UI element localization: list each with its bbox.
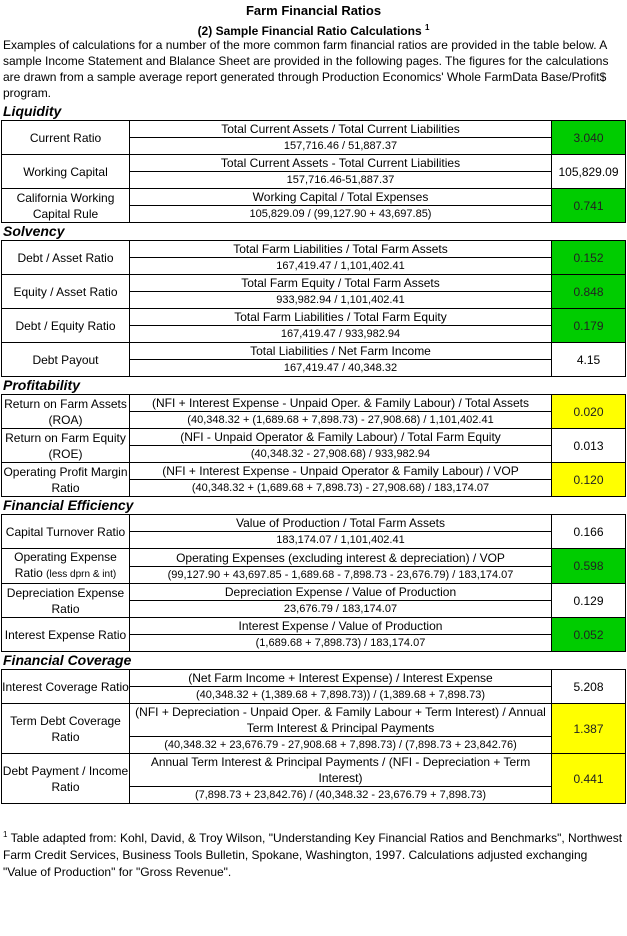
ratio-name — [2, 241, 130, 275]
formula-definition: Total Farm Liabilities / Total Farm Assets — [130, 241, 551, 258]
formula-calculation: 933,982.94 / 1,101,402.41 — [276, 294, 405, 306]
ratio-name-text: California Working Capital Rule — [16, 190, 115, 221]
ratio-value: 0.598 — [552, 549, 626, 584]
ratio-name-text: Operating Expense Ratio — [14, 550, 117, 580]
table-row — [2, 343, 626, 377]
subtitle-text: (2) Sample Financial Ratio Calculations — [197, 24, 422, 38]
ratio-name — [2, 309, 130, 343]
table-row — [2, 429, 626, 463]
table-row — [2, 121, 626, 155]
section-title-coverage: Financial Coverage — [3, 652, 132, 668]
ratio-name-text: Working Capital — [23, 164, 108, 179]
formula-definition: (Net Farm Income + Interest Expense) / Interest Expense — [130, 670, 551, 687]
formula-definition: Annual Term Interest & Principal Payments / (NFI - Depreciation + Term Interest) — [130, 754, 551, 787]
formula-calculation: (40,348.32 + (1,689.68 + 7,898.73) - 27,908.68) / 183,174.07 — [191, 482, 490, 494]
ratio-formula — [130, 241, 552, 275]
formula-definition: Value of Production / Total Farm Assets — [130, 515, 551, 532]
ratio-name — [2, 515, 130, 549]
ratio-name — [2, 584, 130, 618]
formula-calculation: (99,127.90 + 43,697.85 - 1,689.68 - 7,898.73 - 23,676.79) / 183,174.07 — [167, 568, 514, 581]
ratio-name-text: Return on Farm Assets (ROA) — [4, 396, 127, 427]
formula-calculation: 23,676.79 / 183,174.07 — [283, 603, 398, 615]
table-row — [2, 549, 626, 584]
subtitle-footnote-ref: 1 — [424, 23, 430, 32]
ratio-table-liquidity — [1, 120, 626, 223]
ratio-table-efficiency — [1, 514, 626, 652]
ratio-value: 0.441 — [552, 754, 626, 804]
ratio-name-text: Debt Payout — [32, 352, 99, 367]
formula-calculation: (40,348.32 + (1,689.68 + 7,898.73) - 27,908.68) / 1,101,402.41 — [187, 414, 494, 426]
section-title-efficiency: Financial Efficiency — [3, 497, 134, 513]
ratio-value: 5.208 — [552, 670, 626, 704]
ratio-name-text: Interest Coverage Ratio — [2, 679, 129, 694]
ratio-formula — [130, 549, 552, 584]
ratio-formula — [130, 189, 552, 223]
formula-definition: (NFI + Interest Expense - Unpaid Operator & Family Labour) / VOP — [130, 463, 551, 480]
table-row — [2, 670, 626, 704]
ratio-name — [2, 754, 130, 804]
formula-calculation: (1,689.68 + 7,898.73) / 183,174.07 — [255, 637, 426, 649]
ratio-formula — [130, 618, 552, 652]
formula-calculation: 167,419.47 / 40,348.32 — [283, 362, 398, 374]
ratio-name — [2, 395, 130, 429]
formula-calculation: 157,716.46 / 51,887.37 — [283, 140, 398, 152]
ratio-name — [2, 549, 130, 584]
ratio-sections — [0, 103, 627, 804]
table-row — [2, 463, 626, 497]
ratio-formula — [130, 429, 552, 463]
ratio-value: 0.179 — [552, 309, 626, 343]
ratio-name-text: Term Debt Coverage Ratio — [10, 713, 121, 744]
ratio-value: 105,829.09 — [552, 155, 626, 189]
table-row — [2, 584, 626, 618]
ratio-name-note: (less dprn & int) — [46, 569, 117, 580]
table-row — [2, 754, 626, 804]
ratio-table-coverage — [1, 669, 626, 804]
table-row — [2, 309, 626, 343]
ratio-name-text: Current Ratio — [29, 130, 102, 145]
ratio-table-profitability — [1, 394, 626, 497]
formula-calculation: 167,419.47 / 933,982.94 — [280, 328, 401, 340]
ratio-value: 0.129 — [552, 584, 626, 618]
ratio-name — [2, 343, 130, 377]
ratio-value: 0.848 — [552, 275, 626, 309]
formula-definition: Working Capital / Total Expenses — [130, 189, 551, 206]
ratio-name-text: Debt / Equity Ratio — [15, 318, 116, 333]
ratio-name-text: Depreciation Expense Ratio — [6, 585, 125, 616]
table-row — [2, 241, 626, 275]
table-row — [2, 704, 626, 754]
page-subtitle — [0, 19, 627, 37]
formula-definition: (NFI + Interest Expense - Unpaid Oper. & Family Labour) / Total Assets — [130, 395, 551, 412]
ratio-name — [2, 463, 130, 497]
formula-calculation: (40,348.32 + (1,389.68 + 7,898.73)) / (1,389.68 + 7,898.73) — [196, 689, 485, 701]
formula-calculation: (40,348.32 + 23,676.79 - 27,908.68 + 7,898.73) / (7,898.73 + 23,842.76) — [164, 739, 517, 751]
ratio-formula — [130, 343, 552, 377]
ratio-formula — [130, 463, 552, 497]
ratio-name — [2, 670, 130, 704]
ratio-value: 0.052 — [552, 618, 626, 652]
ratio-value: 0.120 — [552, 463, 626, 497]
ratio-formula — [130, 515, 552, 549]
ratio-name — [2, 618, 130, 652]
footnote-text: Table adapted from: Kohl, David, & Troy Wilson, "Understanding Key Financial Ratios and Benchmarks", Northwest Farm Credit Services, Business Tools Bulletin, Spokane, Washington, 1997. Calculations adjusted exchanging "Value of Production" for "Gross Revenue". — [3, 831, 623, 879]
formula-definition: Total Farm Liabilities / Total Farm Equity — [130, 309, 551, 326]
page-title: Farm Financial Ratios — [245, 3, 382, 18]
table-row — [2, 395, 626, 429]
ratio-value: 0.013 — [552, 429, 626, 463]
ratio-name — [2, 155, 130, 189]
ratio-value: 0.020 — [552, 395, 626, 429]
table-row — [2, 189, 626, 223]
formula-definition: (NFI + Depreciation - Unpaid Oper. & Family Labour + Term Interest) / Annual Term Interest & Principal Payments — [130, 704, 551, 737]
table-row — [2, 155, 626, 189]
ratio-name — [2, 189, 130, 223]
ratio-value: 0.741 — [552, 189, 626, 223]
ratio-value: 1.387 — [552, 704, 626, 754]
ratio-formula — [130, 121, 552, 155]
ratio-name-text: Debt / Asset Ratio — [17, 250, 114, 265]
ratio-name-text: Capital Turnover Ratio — [5, 524, 126, 539]
table-row — [2, 515, 626, 549]
formula-definition: Interest Expense / Value of Production — [130, 618, 551, 635]
ratio-name-text: Debt Payment / Income Ratio — [2, 763, 129, 794]
ratio-value: 0.152 — [552, 241, 626, 275]
ratio-formula — [130, 275, 552, 309]
formula-definition: Depreciation Expense / Value of Production — [130, 584, 551, 601]
formula-definition: Total Current Assets - Total Current Liabilities — [130, 155, 551, 172]
ratio-formula — [130, 754, 552, 804]
ratio-name-text: Interest Expense Ratio — [4, 627, 127, 642]
ratio-formula — [130, 395, 552, 429]
ratio-name — [2, 429, 130, 463]
formula-calculation: (7,898.73 + 23,842.76) / (40,348.32 - 23,676.79 + 7,898.73) — [194, 789, 487, 801]
ratio-formula — [130, 155, 552, 189]
ratio-name — [2, 121, 130, 155]
ratio-formula — [130, 309, 552, 343]
footnote-ref: 1 — [3, 830, 8, 839]
footnote — [3, 826, 623, 881]
formula-calculation: 183,174.07 / 1,101,402.41 — [276, 534, 405, 546]
ratio-value: 3.040 — [552, 121, 626, 155]
ratio-name — [2, 275, 130, 309]
ratio-formula — [130, 670, 552, 704]
section-title-profitability: Profitability — [3, 377, 81, 393]
formula-definition: Total Farm Equity / Total Farm Assets — [130, 275, 551, 292]
ratio-table-solvency — [1, 240, 626, 377]
ratio-name-text: Equity / Asset Ratio — [13, 284, 118, 299]
formula-calculation: 105,829.09 / (99,127.90 + 43,697.85) — [249, 208, 432, 220]
ratio-formula — [130, 584, 552, 618]
ratio-value: 4.15 — [552, 343, 626, 377]
formula-definition: (NFI - Unpaid Operator & Family Labour) / Total Farm Equity — [130, 429, 551, 446]
formula-definition: Total Current Assets / Total Current Liabilities — [130, 121, 551, 138]
formula-definition: Operating Expenses (excluding interest & depreciation) / VOP — [130, 550, 551, 567]
section-title-solvency: Solvency — [3, 223, 65, 239]
formula-definition: Total Liabilities / Net Farm Income — [130, 343, 551, 360]
table-row — [2, 275, 626, 309]
intro-paragraph: Examples of calculations for a number of the more common farm financial ratios are provided in the table below. A sample Income Statement and Blalance Sheet are provided in the following pages. The figures for the calculations are drawn from a sample average report generated through Production Economics' Whole FarmData Base/Profit$ program. — [3, 38, 609, 100]
table-row — [2, 618, 626, 652]
ratio-name — [2, 704, 130, 754]
ratio-name-text: Return on Farm Equity (ROE) — [5, 430, 126, 461]
ratio-name-text: Operating Profit Margin Ratio — [3, 464, 128, 495]
formula-calculation: (40,348.32 - 27,908.68) / 933,982.94 — [250, 448, 431, 460]
section-title-liquidity: Liquidity — [3, 103, 62, 119]
formula-calculation: 167,419.47 / 1,101,402.41 — [276, 260, 405, 272]
ratio-formula — [130, 704, 552, 754]
ratio-value: 0.166 — [552, 515, 626, 549]
formula-calculation: 157,716.46-51,887.37 — [286, 174, 395, 186]
